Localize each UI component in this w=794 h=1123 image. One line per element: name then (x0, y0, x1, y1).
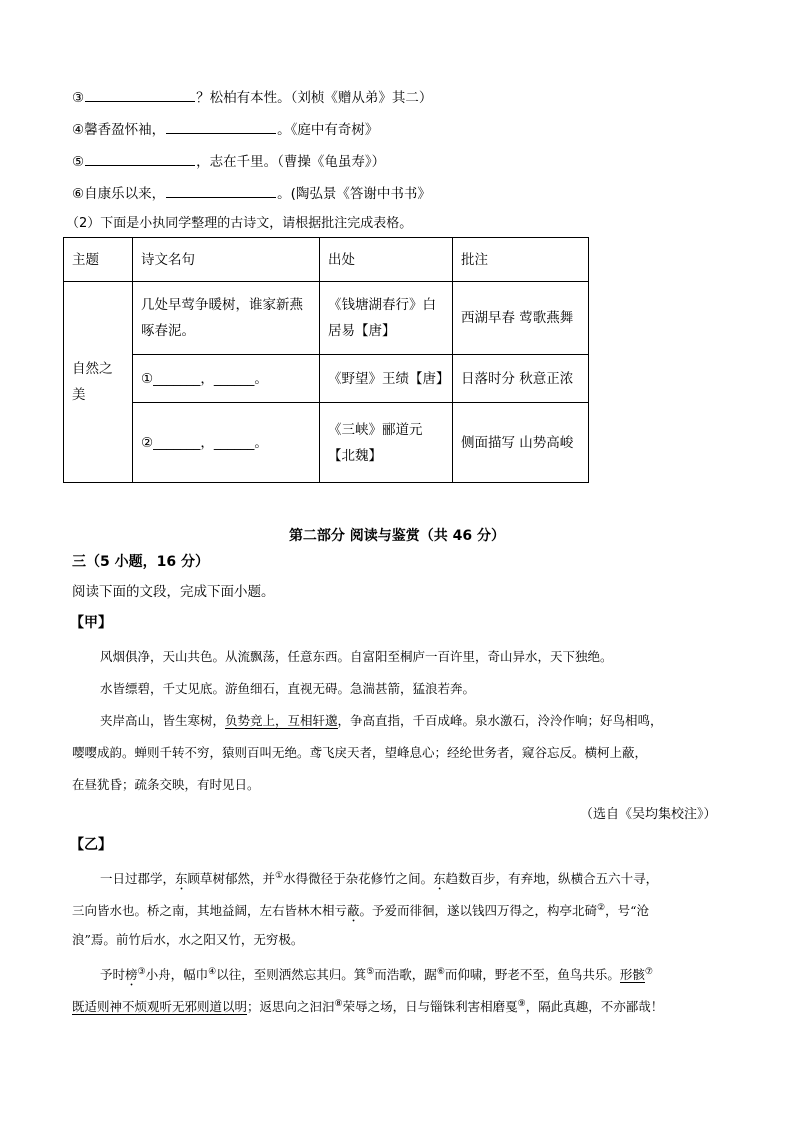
source-cell: 《野望》王绩【唐】 (320, 355, 453, 403)
footnote-marker: ⑥ (436, 967, 445, 977)
table-row (64, 282, 589, 355)
yi-line-3: 浪”焉。前竹后水，水之阳又竹，无穷极。 (72, 932, 304, 947)
item-5-marker: ⑤ (72, 154, 85, 170)
passage-jia-label: 【甲】 (70, 615, 112, 631)
footnote-marker: ① (275, 871, 284, 881)
footnote-marker: ③ (137, 967, 146, 977)
quote-cell[interactable]: ②_______，______。 (133, 403, 320, 483)
yi-text: 荣辱之场，日与锱铢利害相磨戛 (342, 999, 518, 1015)
passage-yi-label: 【乙】 (70, 837, 112, 853)
answer-blank[interactable] (85, 151, 195, 166)
section-3-title: 三（5 小题，16 分） (72, 554, 209, 570)
answer-blank[interactable] (85, 87, 195, 102)
item-3 (72, 87, 432, 107)
yi-text: 顾草树郁然，并 (187, 871, 276, 887)
source-cell: 《钱塘湖春行》白居易【唐】 (320, 282, 453, 355)
yi-text: 三向皆水也。桥之南，其地益阔，左右皆林木相亏 (72, 903, 348, 919)
part-2-title: 第二部分 阅读与鉴赏（共 46 分） (288, 528, 506, 544)
jia-source: （选自《吴均集校注》） (580, 807, 717, 822)
footnote-marker: ⑦ (644, 967, 653, 977)
table-row (64, 403, 589, 483)
item-5 (72, 151, 385, 171)
yi-line-2 (72, 899, 649, 925)
jia-paragraph-1: 风烟俱净，天山共色。从流飘荡，任意东西。自富阳至桐庐一百许里，奇山异水，天下独绝。 (100, 649, 613, 664)
yi-text: ；返思向之汩汩 (247, 999, 335, 1015)
theme-cell: 自然之美 (64, 282, 133, 483)
jia-text: ，争高直指，千百成峰。泉水激石，泠泠作响；好鸟相鸣， (337, 713, 663, 728)
item-3-marker: ③ (72, 90, 85, 106)
item-5-text: ，志在千里。（曹操《龟虽寿》） (196, 154, 386, 170)
item-6 (72, 183, 431, 203)
quote-cell[interactable]: ①_______，______。 (133, 355, 320, 403)
item-4-text-1: ④馨香盈怀袖， (72, 122, 166, 138)
yi-text: 而仰啸，野老不至，鱼鸟共乐。 (444, 967, 620, 983)
yi-text: 以往，至则洒然忘其归。箕 (216, 967, 367, 983)
yi-line-4 (100, 963, 653, 989)
yi-text: ，隔此真趣，不亦鄙哉！ (525, 999, 664, 1015)
header-source: 出处 (320, 238, 453, 282)
header-quote: 诗文名句 (133, 238, 320, 282)
poetry-table (63, 237, 589, 483)
jia-paragraph-3 (100, 712, 663, 730)
jia-paragraph-2: 水皆缥碧，千丈见底。游鱼细石，直视无碍。急湍甚箭，猛浪若奔。 (100, 681, 476, 696)
yi-text: 予时 (100, 967, 126, 983)
yi-text: 。予爱而徘徊，遂以钱四万得之，构亭北碕 (359, 903, 598, 919)
jia-paragraph-3-cont: 嘤嘤成韵。蝉则千转不穷，猿则百叫无绝。鸢飞戾天者，望峰息心；经纶世务者，窥谷忘反。横柯上蔽， (72, 745, 648, 760)
footnote-marker: ④ (208, 967, 217, 977)
yi-text: 水得微径于杂花修竹之间。 (283, 871, 434, 887)
header-note: 批注 (453, 238, 589, 282)
question-2: （2）下面是小执同学整理的古诗文，请根据批注完成表格。 (66, 216, 413, 231)
yi-dotted-word: 榜 (125, 967, 138, 983)
item-6-text-2: 。(陶弘景《答谢中书书》 (277, 186, 431, 202)
reading-instruction: 阅读下面的文段，完成下面小题。 (72, 584, 275, 600)
note-cell: 西湖早春 莺歌燕舞 (453, 282, 589, 355)
note-cell: 日落时分 秋意正浓 (453, 355, 589, 403)
table-header-row (64, 238, 589, 282)
footnote-marker: ⑧ (334, 999, 343, 1009)
yi-text: 趋数百步，有弃地，纵横合五六十寻， (445, 871, 659, 887)
item-6-text-1: ⑥自康乐以来， (72, 186, 166, 202)
source-cell: 《三峡》郦道元【北魏】 (320, 403, 453, 483)
footnote-marker: ② (597, 903, 606, 913)
yi-dotted-word: 蔽 (347, 903, 360, 919)
item-3-text: ？松柏有本性。（刘桢《赠从弟》其二） (196, 90, 433, 106)
yi-dotted-word: 东 (433, 871, 446, 887)
yi-underlined-phrase: 形骸 (619, 967, 645, 983)
footnote-marker: ⑨ (517, 999, 526, 1009)
yi-line-1 (100, 867, 658, 893)
answer-blank[interactable] (166, 119, 276, 134)
jia-text: 夹岸高山，皆生寒树， (100, 713, 226, 728)
yi-underlined-phrase: 既适则神不烦观听无邪则道以明 (72, 999, 248, 1015)
yi-line-5 (72, 995, 663, 1016)
item-4 (72, 119, 378, 139)
yi-text: 一日过郡学， (100, 871, 176, 887)
yi-dotted-word: 东 (175, 871, 188, 887)
table-row (64, 355, 589, 403)
quote-cell: 几处早莺争暖树，谁家新燕啄春泥。 (133, 282, 320, 355)
answer-blank[interactable] (166, 183, 276, 198)
yi-text: 而浩歌，踞 (374, 967, 437, 983)
item-4-text-2: 。《庭中有奇树》 (277, 122, 379, 138)
jia-paragraph-3-end: 在昼犹昏；疏条交映，有时见日。 (72, 777, 260, 792)
yi-text: ，号“沧 (605, 903, 650, 919)
yi-text: 小舟，幅巾 (145, 967, 209, 983)
note-cell: 侧面描写 山势高峻 (453, 403, 589, 483)
header-theme: 主题 (64, 238, 133, 282)
footnote-marker: ⑤ (366, 967, 375, 977)
jia-underlined-phrase: 负势竞上，互相轩邈 (225, 713, 338, 728)
